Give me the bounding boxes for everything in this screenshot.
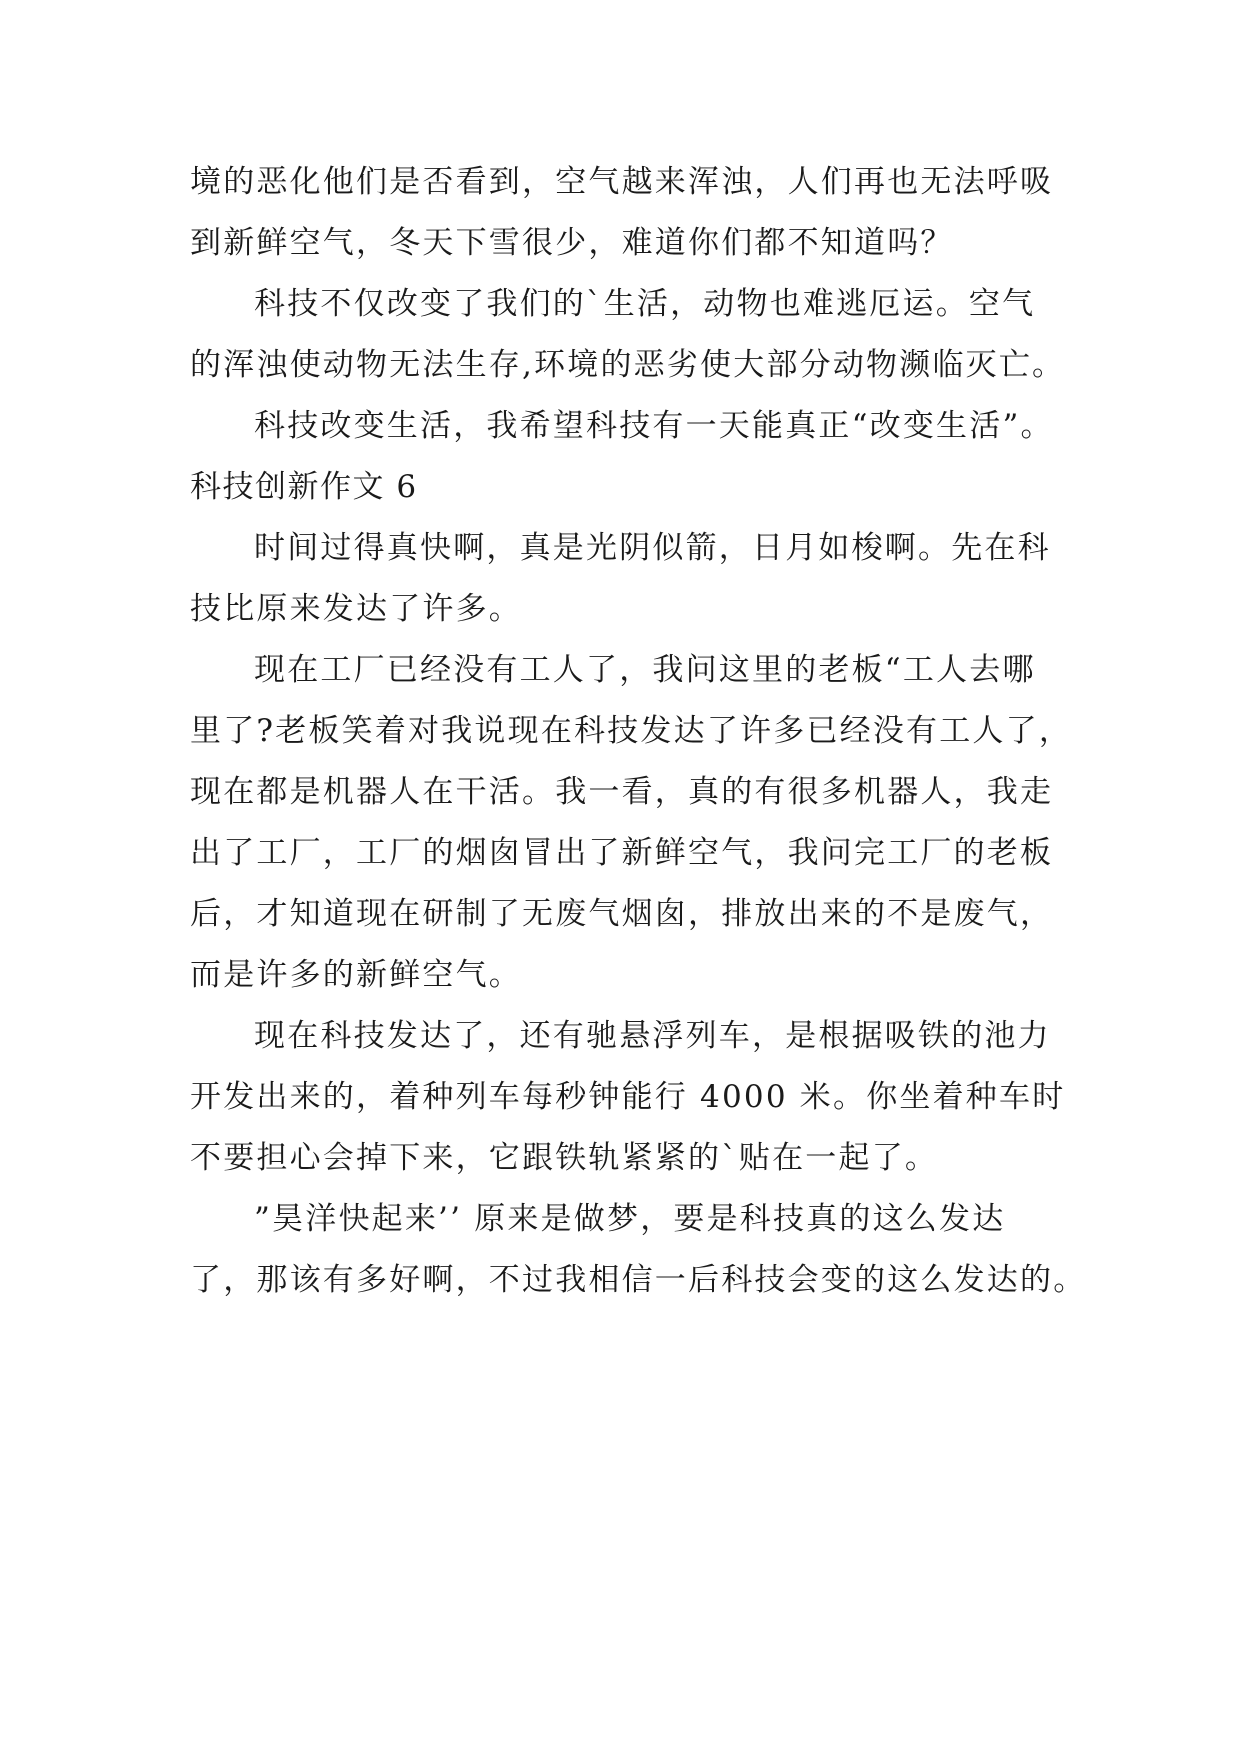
- paragraph-first-line: 现在科技发达了，还有驰悬浮列车，是根据吸铁的池力: [254, 1018, 1051, 1054]
- text-line: 境的恶化他们是否看到，空气越来浑浊，人们再也无法呼吸: [190, 164, 1054, 200]
- text-line: 现在都是机器人在干活。我一看，真的有很多机器人，我走: [190, 774, 1054, 810]
- paragraph-first-line: 科技不仅改变了我们的`生活，动物也难逃厄运。空气: [254, 286, 1036, 322]
- text-line: 里了?老板笑着对我说现在科技发达了许多已经没有工人了，: [190, 713, 1073, 749]
- section-title: 科技创新作文 6: [190, 469, 418, 505]
- text-line: 不要担心会掉下来，它跟铁轨紧紧的`贴在一起了。: [190, 1140, 939, 1176]
- text-line: 了，那该有多好啊，不过我相信一后科技会变的这么发达的。: [190, 1262, 1087, 1298]
- paragraph-first-line: ”昊洋快起来’’ 原来是做梦，要是科技真的这么发达: [254, 1201, 1006, 1237]
- paragraph-first-line: 时间过得真快啊，真是光阴似箭，日月如梭啊。先在科: [254, 530, 1051, 566]
- paragraph-first-line: 科技改变生活，我希望科技有一天能真正“改变生活”。: [254, 408, 1054, 444]
- text-line: 开发出来的，着种列车每秒钟能行 4000 米。你坐着种车时: [190, 1079, 1066, 1115]
- text-line: 出了工厂，工厂的烟囱冒出了新鲜空气，我问完工厂的老板: [190, 835, 1054, 871]
- text-line: 到新鲜空气，冬天下雪很少，难道你们都不知道吗？: [190, 225, 954, 261]
- text-line: 技比原来发达了许多。: [190, 591, 522, 627]
- paragraph-first-line: 现在工厂已经没有工人了，我问这里的老板“工人去哪: [254, 652, 1036, 688]
- text-line: 而是许多的新鲜空气。: [190, 957, 522, 993]
- text-line: 的浑浊使动物无法生存,环境的恶劣使大部分动物濒临灭亡。: [190, 347, 1066, 383]
- text-line: 后，才知道现在研制了无废气烟囱，排放出来的不是废气，: [190, 896, 1054, 932]
- essay-body: [190, 152, 1087, 1311]
